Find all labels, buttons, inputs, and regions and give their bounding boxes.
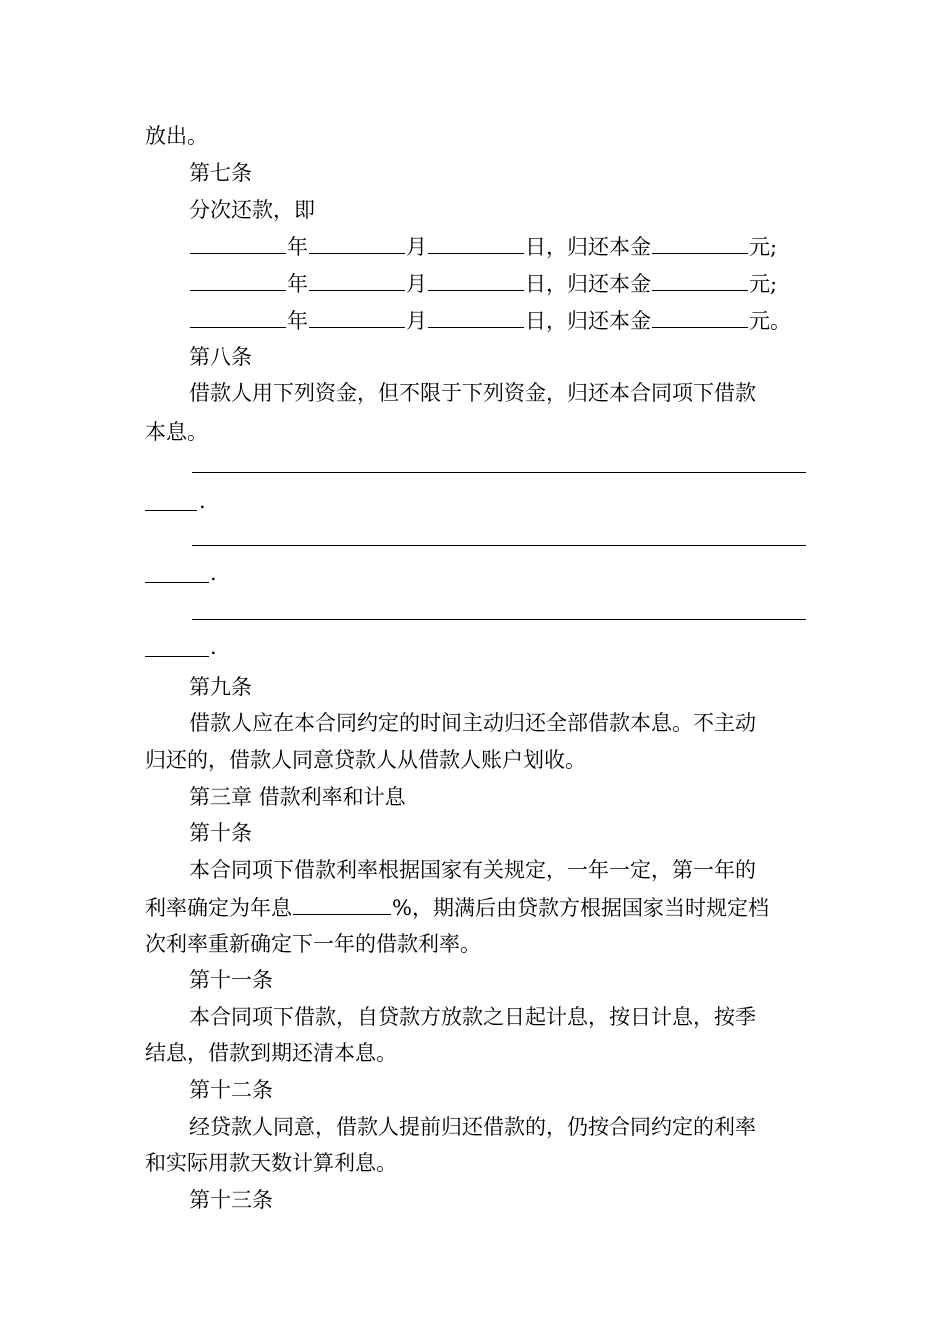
text-line: 放出。 (145, 124, 208, 148)
article-13-title: 第十三条 (189, 1188, 273, 1212)
fund-source-blank-2[interactable] (192, 545, 806, 546)
principal-blank[interactable] (652, 268, 748, 291)
paragraph-line: 次利率重新确定下一年的借款利率。 (145, 932, 481, 956)
installment-line-3 (189, 305, 791, 335)
year-blank[interactable] (190, 231, 286, 254)
paragraph-line: 本合同项下借款，自贷款方放款之日起计息，按日计息，按季 (189, 1005, 756, 1029)
rate-prefix: 利率确定为年息 (145, 896, 292, 920)
installment-line-1 (189, 231, 777, 261)
paragraph-line: 本息。 (145, 420, 208, 444)
paragraph-line: 和实际用款天数计算利息。 (145, 1151, 397, 1175)
article-10-title: 第十条 (189, 821, 252, 845)
yuan-label: 元; (749, 235, 778, 259)
fund-source-blank-1[interactable] (192, 472, 806, 473)
article-7-title: 第七条 (189, 161, 252, 185)
year-blank[interactable] (190, 268, 286, 291)
article-9-title: 第九条 (189, 675, 252, 699)
month-blank[interactable] (309, 268, 405, 291)
fund-source-blank-1-cont[interactable] (145, 510, 197, 511)
principal-blank[interactable] (652, 305, 748, 328)
interest-rate-blank[interactable] (293, 892, 391, 915)
fund-source-blank-3-cont[interactable] (145, 656, 209, 657)
day-blank[interactable] (428, 231, 524, 254)
paragraph-line: 归还的，借款人同意贷款人从借款人账户划收。 (145, 748, 586, 772)
yuan-label: 元; (749, 272, 778, 296)
year-label: 年 (287, 272, 308, 296)
yuan-label: 元。 (749, 309, 791, 333)
year-label: 年 (287, 235, 308, 259)
day-return-label: 日，归还本金 (525, 272, 651, 296)
day-return-label: 日，归还本金 (525, 309, 651, 333)
paragraph-line: 经贷款人同意，借款人提前归还借款的，仍按合同约定的利率 (189, 1115, 756, 1139)
day-blank[interactable] (428, 305, 524, 328)
year-label: 年 (287, 309, 308, 333)
principal-blank[interactable] (652, 231, 748, 254)
month-blank[interactable] (309, 305, 405, 328)
chapter-3-title: 第三章 借款利率和计息 (189, 785, 406, 809)
fill-dot: . (210, 635, 217, 659)
text-line: 分次还款，即 (189, 198, 315, 222)
fund-source-blank-3[interactable] (192, 619, 806, 620)
installment-line-2 (189, 268, 777, 298)
paragraph-line: 结息，借款到期还清本息。 (145, 1041, 397, 1065)
article-12-title: 第十二条 (189, 1078, 273, 1102)
paragraph-line: 借款人用下列资金，但不限于下列资金，归还本合同项下借款 (189, 381, 756, 405)
article-11-title: 第十一条 (189, 968, 273, 992)
paragraph-line (145, 892, 769, 922)
rate-suffix: %，期满后由贷款方根据国家当时规定档 (392, 896, 769, 920)
day-return-label: 日，归还本金 (525, 235, 651, 259)
month-blank[interactable] (309, 231, 405, 254)
article-8-title: 第八条 (189, 345, 252, 369)
fill-dot: . (199, 489, 206, 513)
month-label: 月 (406, 235, 427, 259)
fund-source-blank-2-cont[interactable] (145, 582, 209, 583)
month-label: 月 (406, 272, 427, 296)
day-blank[interactable] (428, 268, 524, 291)
paragraph-line: 借款人应在本合同约定的时间主动归还全部借款本息。不主动 (189, 711, 756, 735)
fill-dot: . (210, 561, 217, 585)
paragraph-line: 本合同项下借款利率根据国家有关规定，一年一定，第一年的 (189, 858, 756, 882)
month-label: 月 (406, 309, 427, 333)
year-blank[interactable] (190, 305, 286, 328)
